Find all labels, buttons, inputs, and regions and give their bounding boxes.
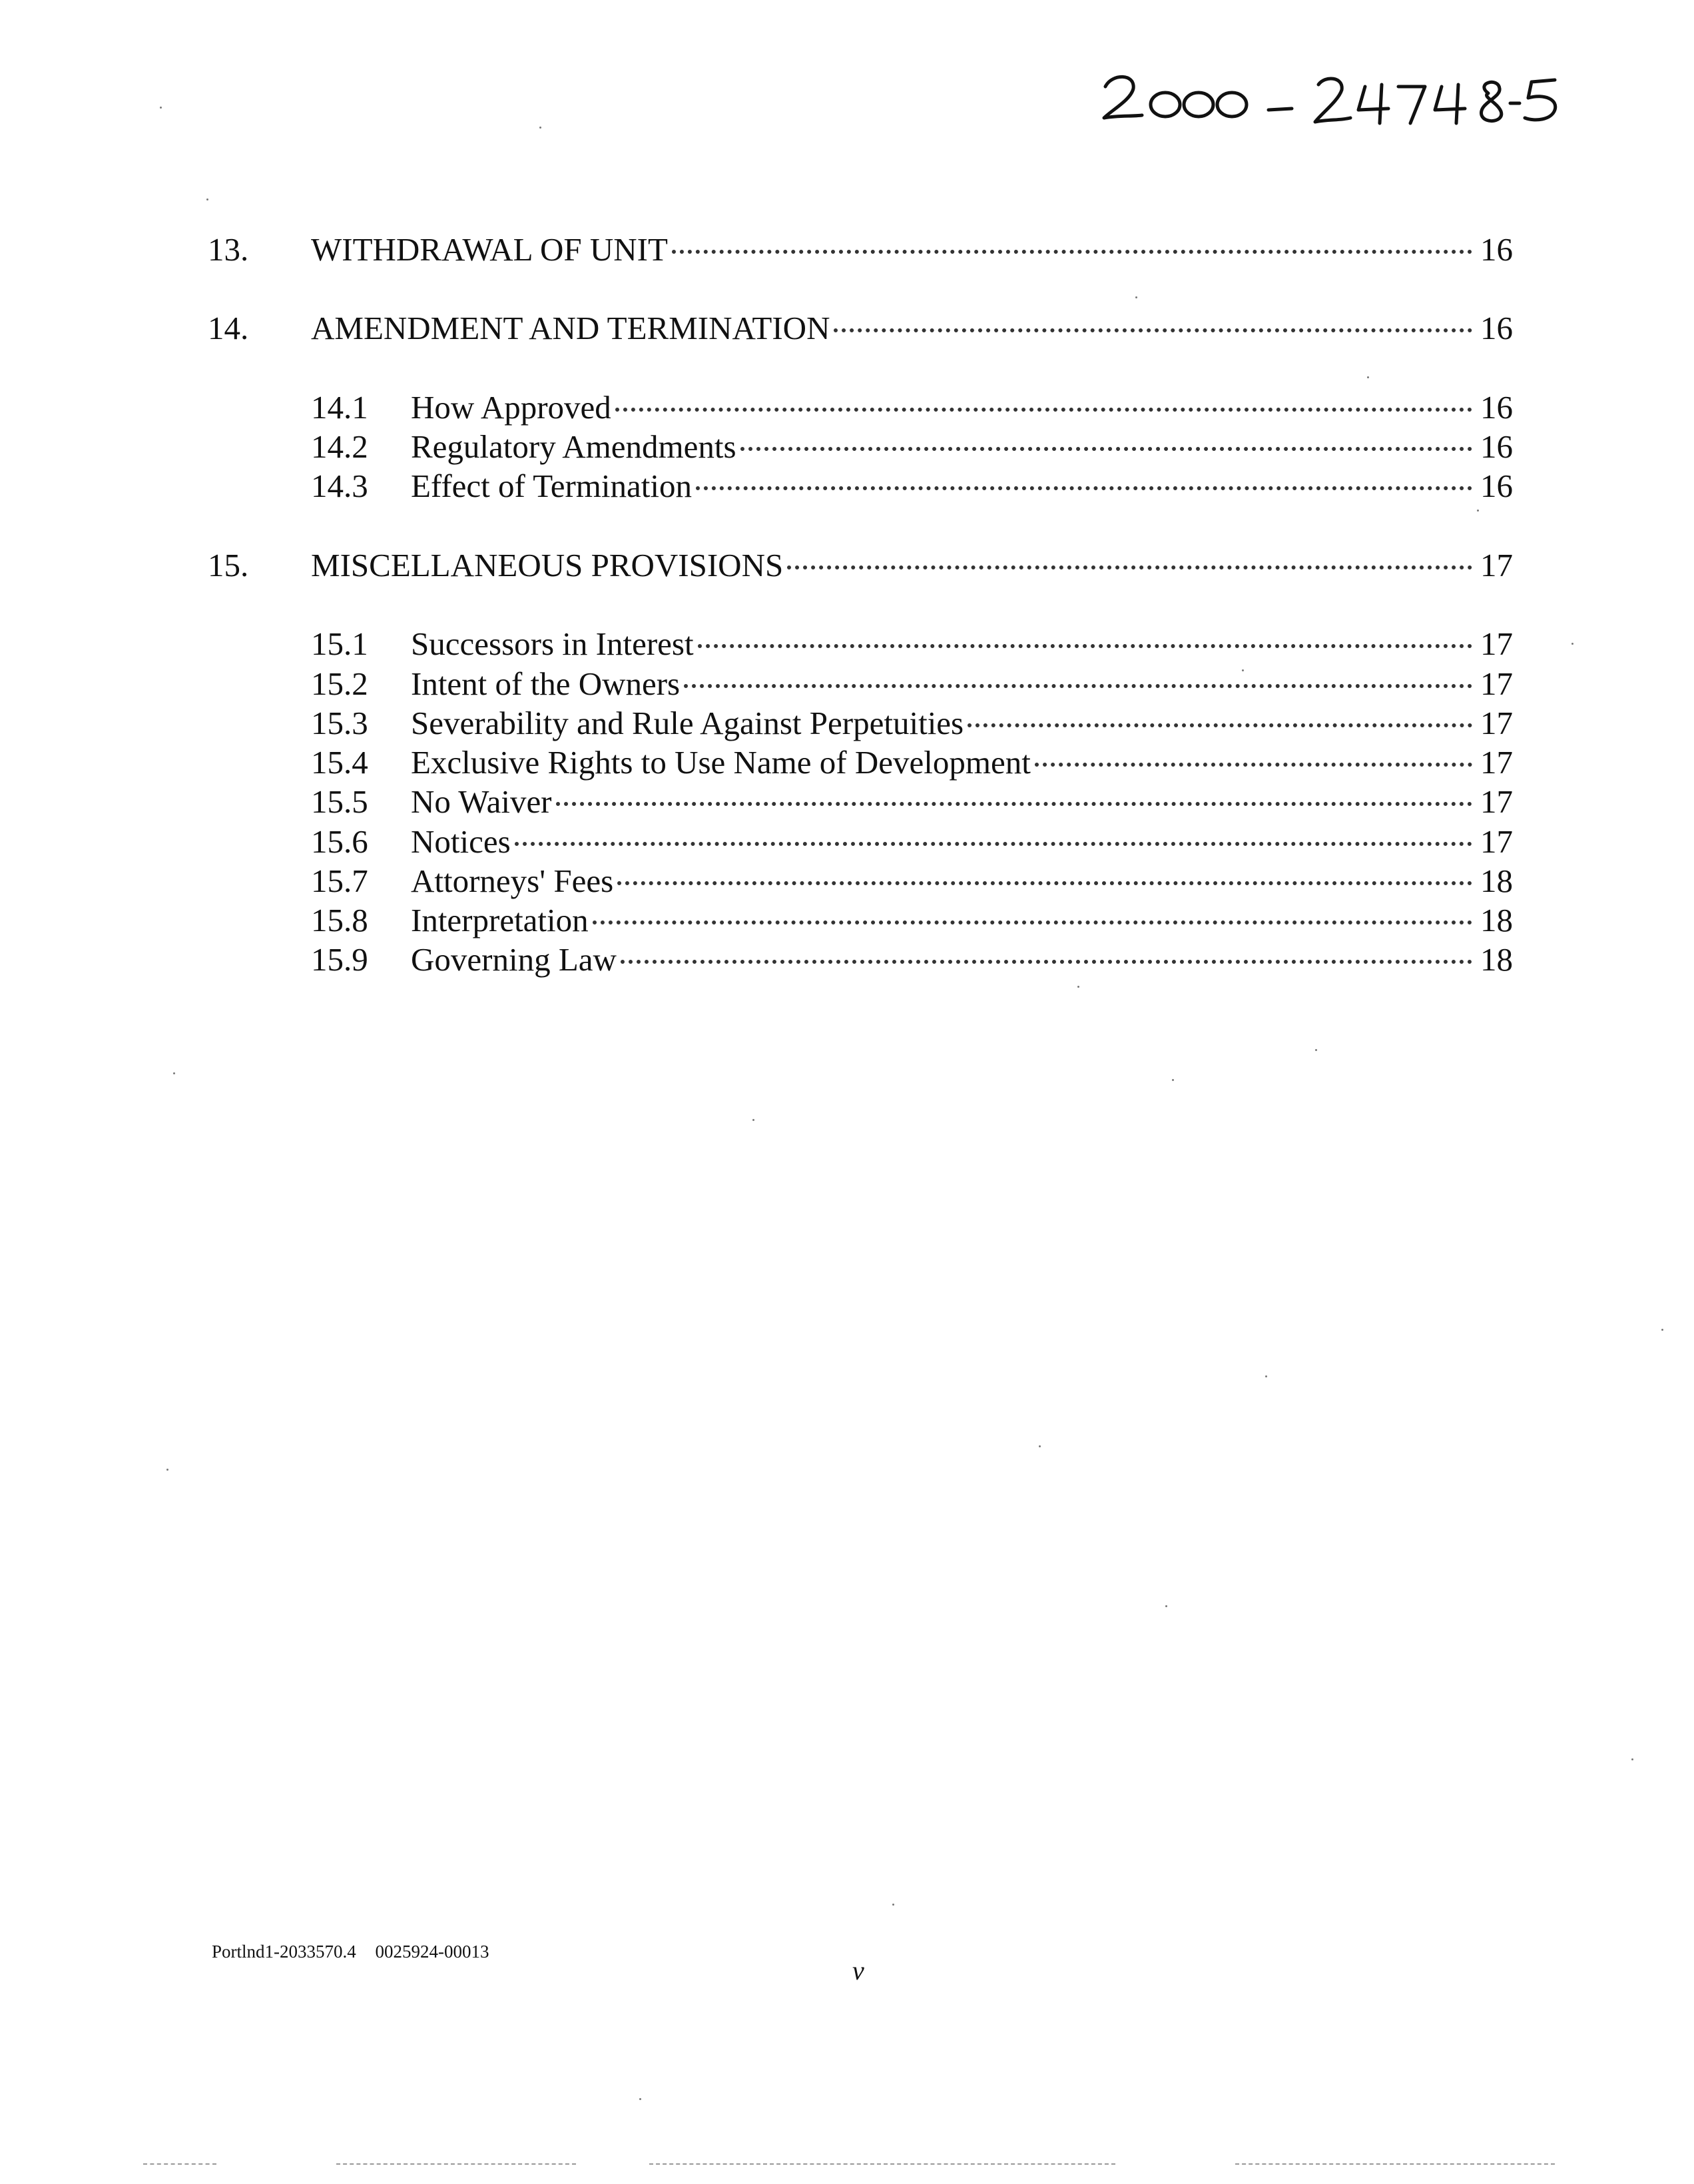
toc-subsection-number: 15.1 (311, 625, 368, 662)
dot-leader (617, 881, 1472, 885)
scan-speck (1172, 1079, 1174, 1081)
toc-subsection-15-9[interactable] (208, 940, 1513, 980)
toc-subsection-15-2[interactable] (208, 664, 1513, 704)
scan-speck (1477, 510, 1479, 512)
toc-page-number: 16 (1480, 231, 1513, 268)
toc-page-number: 16 (1480, 468, 1513, 504)
toc-page-number: 16 (1480, 428, 1513, 465)
footer-doc-id: Portlnd1-2033570.4 (212, 1942, 356, 1962)
toc-subsection-number: 15.8 (311, 902, 368, 938)
toc-subsection-number: 15.4 (311, 744, 368, 781)
toc-section-15[interactable] (208, 546, 1513, 585)
scan-edge-artifact (1235, 2163, 1555, 2165)
toc-section-13[interactable] (208, 230, 1513, 270)
toc-subsection-15-6[interactable] (208, 822, 1513, 862)
toc-section-number: 13. (208, 231, 249, 268)
dot-leader (672, 250, 1472, 254)
scan-speck (1077, 986, 1079, 988)
toc-subsection-title: Regulatory Amendments (411, 428, 736, 465)
toc-section-title: MISCELLANEOUS PROVISIONS (311, 547, 784, 583)
toc-section-number: 14. (208, 310, 249, 346)
toc-page-number: 18 (1480, 863, 1513, 899)
toc-page-number: 17 (1480, 547, 1513, 583)
dot-leader (834, 328, 1472, 332)
toc-subsection-title: Notices (411, 823, 511, 860)
toc-subsection-15-1[interactable] (208, 624, 1513, 664)
toc-subsection-15-3[interactable] (208, 703, 1513, 743)
toc-subsection-title: Exclusive Rights to Use Name of Development (411, 744, 1031, 781)
toc-page-number: 17 (1480, 705, 1513, 741)
toc-page-number: 17 (1480, 625, 1513, 662)
scan-speck (1315, 1049, 1317, 1051)
toc-subsection-number: 15.6 (311, 823, 368, 860)
toc-subsection-title: Effect of Termination (411, 468, 693, 504)
toc-subsection-15-7[interactable] (208, 861, 1513, 901)
handwritten-document-number (1092, 57, 1571, 137)
dot-leader (968, 723, 1472, 727)
scan-speck (1265, 1375, 1267, 1377)
scan-speck (166, 1469, 168, 1471)
scan-speck (206, 198, 208, 200)
dot-leader (556, 802, 1472, 806)
dot-leader (615, 408, 1472, 412)
toc-subsection-title: Severability and Rule Against Perpetuities (411, 705, 964, 741)
toc-subsection-number: 15.5 (311, 783, 368, 820)
scan-speck (1571, 643, 1573, 645)
toc-page-number: 18 (1480, 902, 1513, 938)
toc-subsection-14-1[interactable] (208, 388, 1513, 428)
page-number: v (852, 1956, 864, 1986)
toc-page-number: 17 (1480, 744, 1513, 781)
toc-subsection-title: Governing Law (411, 941, 617, 978)
dot-leader (698, 644, 1472, 648)
dot-leader (593, 920, 1472, 924)
toc-subsection-15-4[interactable] (208, 743, 1513, 783)
scan-speck (1135, 296, 1137, 298)
toc-subsection-title: Attorneys' Fees (411, 863, 614, 899)
scan-speck (752, 1119, 754, 1121)
scan-speck (1661, 1329, 1663, 1331)
dot-leader (515, 842, 1472, 846)
toc-page-number: 16 (1480, 310, 1513, 346)
scan-speck (539, 127, 541, 129)
toc-subsection-number: 15.7 (311, 863, 368, 899)
toc-subsection-title: Intent of the Owners (411, 665, 681, 702)
dot-leader (696, 486, 1472, 490)
scan-edge-artifact (143, 2163, 216, 2165)
dot-leader (684, 684, 1472, 688)
scan-speck (639, 2098, 641, 2100)
toc-page-number: 17 (1480, 823, 1513, 860)
toc-section-title: AMENDMENT AND TERMINATION (311, 310, 830, 346)
toc-subsection-14-3[interactable] (208, 466, 1513, 506)
toc-subsection-title: Successors in Interest (411, 625, 694, 662)
toc-subsection-number: 15.9 (311, 941, 368, 978)
toc-subsection-number: 15.2 (311, 665, 368, 702)
scan-speck (1039, 1445, 1041, 1447)
dot-leader (1035, 763, 1472, 767)
scan-speck (1367, 376, 1369, 378)
toc-subsection-14-2[interactable] (208, 427, 1513, 467)
scan-edge-artifact (336, 2163, 576, 2165)
scan-speck (1631, 1758, 1633, 1760)
toc-subsection-title: Interpretation (411, 902, 589, 938)
toc-page-number: 16 (1480, 389, 1513, 426)
footer-matter-id: 0025924-00013 (375, 1942, 489, 1962)
toc-subsection-number: 14.3 (311, 468, 368, 504)
toc-page-number: 17 (1480, 665, 1513, 702)
toc-subsection-15-5[interactable] (208, 782, 1513, 822)
toc-subsection-title: How Approved (411, 389, 611, 426)
footer-document-id (212, 1942, 504, 1962)
scan-speck (1242, 669, 1244, 671)
scan-speck (892, 1904, 894, 1906)
dot-leader (787, 565, 1472, 569)
toc-subsection-15-8[interactable] (208, 901, 1513, 940)
toc-section-title: WITHDRAWAL OF UNIT (311, 231, 668, 268)
toc-page-number: 18 (1480, 941, 1513, 978)
scan-speck (173, 1072, 175, 1074)
scan-edge-artifact (649, 2163, 1115, 2165)
toc-section-number: 15. (208, 547, 249, 583)
toc-subsection-number: 14.1 (311, 389, 368, 426)
toc-page-number: 17 (1480, 783, 1513, 820)
toc-subsection-number: 15.3 (311, 705, 368, 741)
scan-speck (1165, 1605, 1167, 1607)
toc-section-14[interactable] (208, 308, 1513, 348)
toc-subsection-title: No Waiver (411, 783, 552, 820)
dot-leader (740, 447, 1472, 451)
toc-subsection-number: 14.2 (311, 428, 368, 465)
scan-speck (160, 107, 162, 109)
dot-leader (621, 960, 1472, 964)
